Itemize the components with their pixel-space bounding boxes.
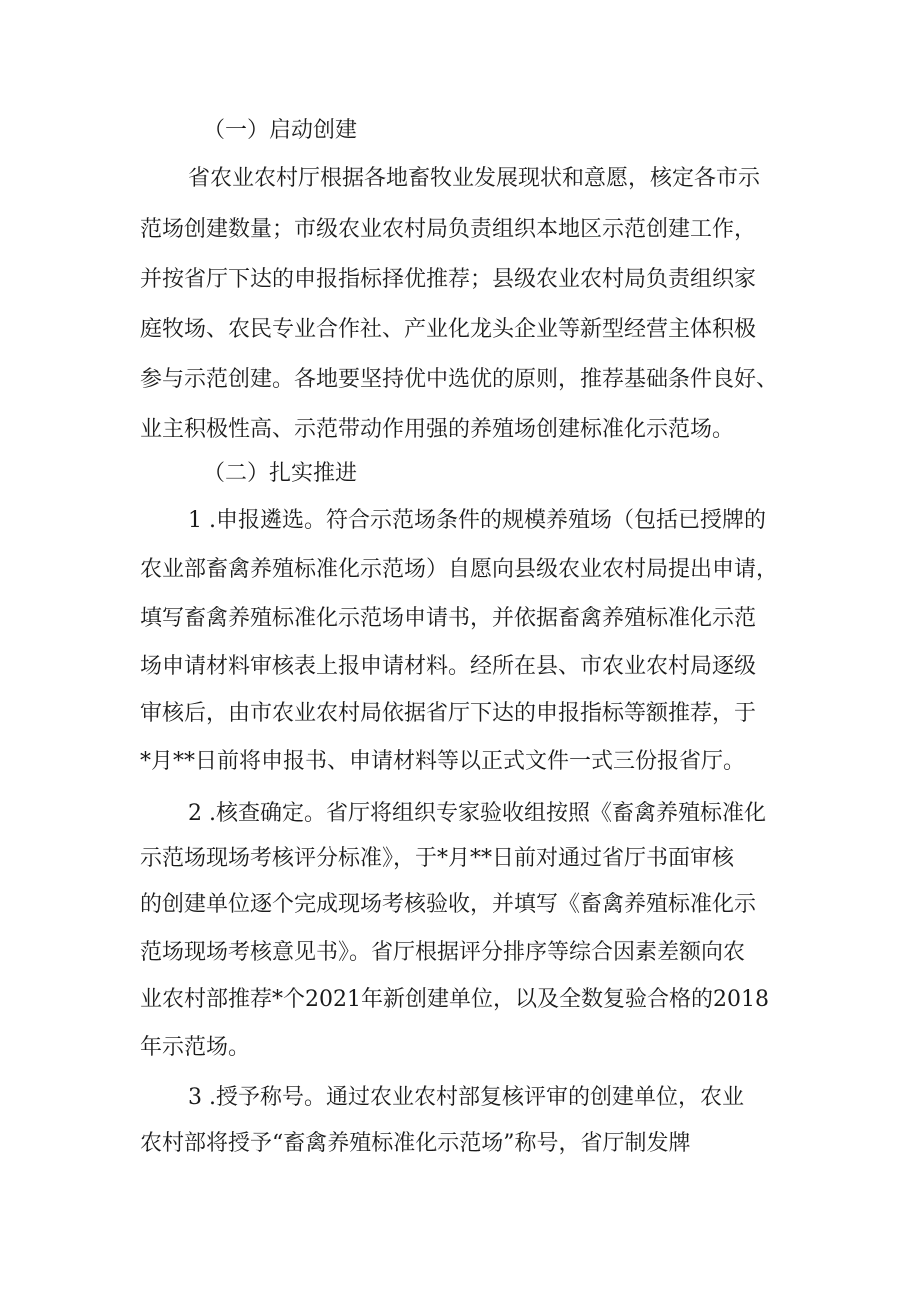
item-line: 2 .核查确定。省厅将组织专家验收组按照《畜禽养殖标准化 — [188, 801, 766, 826]
paragraph-line: 范场创建数量；市级农业农村局负责组织本地区示范创建工作， — [140, 217, 757, 242]
item-line: 填写畜禽养殖标准化示范场申请书，并依据畜禽养殖标准化示范 — [140, 606, 757, 631]
item-line: *月**日前将申报书、申请材料等以正式文件一式三份报省厅。 — [140, 749, 746, 774]
paragraph-line: 庭牧场、农民专业合作社、产业化龙头企业等新型经营主体积极 — [140, 317, 757, 342]
paragraph-line: 业主积极性高、示范带动作用强的养殖场创建标准化示范场。 — [140, 417, 735, 442]
item-line: 年示范场。 — [140, 1035, 251, 1060]
item-line: 农业部畜禽养殖标准化示范场）自愿向县级农业农村局提出申请， — [140, 557, 779, 582]
paragraph-line: 参与示范创建。各地要坚持优中选优的原则，推荐基础条件良好、 — [140, 367, 779, 392]
item-line: 示范场现场考核评分标准》，于*月**日前对通过省厅书面审核 — [140, 846, 735, 871]
item-line: 3 .授予称号。通过农业农村部复核评审的创建单位，农业 — [188, 1085, 744, 1110]
section-heading-advance: （二）扎实推进 — [203, 461, 358, 486]
item-line: 范场现场考核意见书》。省厅根据评分排序等综合因素差额向农 — [140, 940, 746, 965]
item-line: 农村部将授予“畜禽养殖标准化示范场”称号，省厅制发牌 — [140, 1131, 691, 1156]
item-line: 1 .申报遴选。符合示范场条件的规模养殖场（包括已授牌的 — [188, 508, 766, 533]
paragraph-line: 并按省厅下达的申报指标择优推荐；县级农业农村局负责组织家 — [140, 267, 757, 292]
section-heading-launch: （一）启动创建 — [203, 118, 358, 143]
item-line: 业农村部推荐*个2021年新创建单位，以及全数复验合格的2018 — [140, 987, 769, 1012]
paragraph-line: 省农业农村厅根据各地畜牧业发展现状和意愿，核定各市示 — [188, 166, 761, 191]
item-line: 审核后，由市农业农村局依据省厅下达的申报指标等额推荐，于 — [140, 701, 757, 726]
item-line: 的创建单位逐个完成现场考核验收，并填写《畜禽养殖标准化示 — [140, 892, 757, 917]
item-line: 场申请材料审核表上报申请材料。经所在县、市农业农村局逐级 — [140, 654, 757, 679]
